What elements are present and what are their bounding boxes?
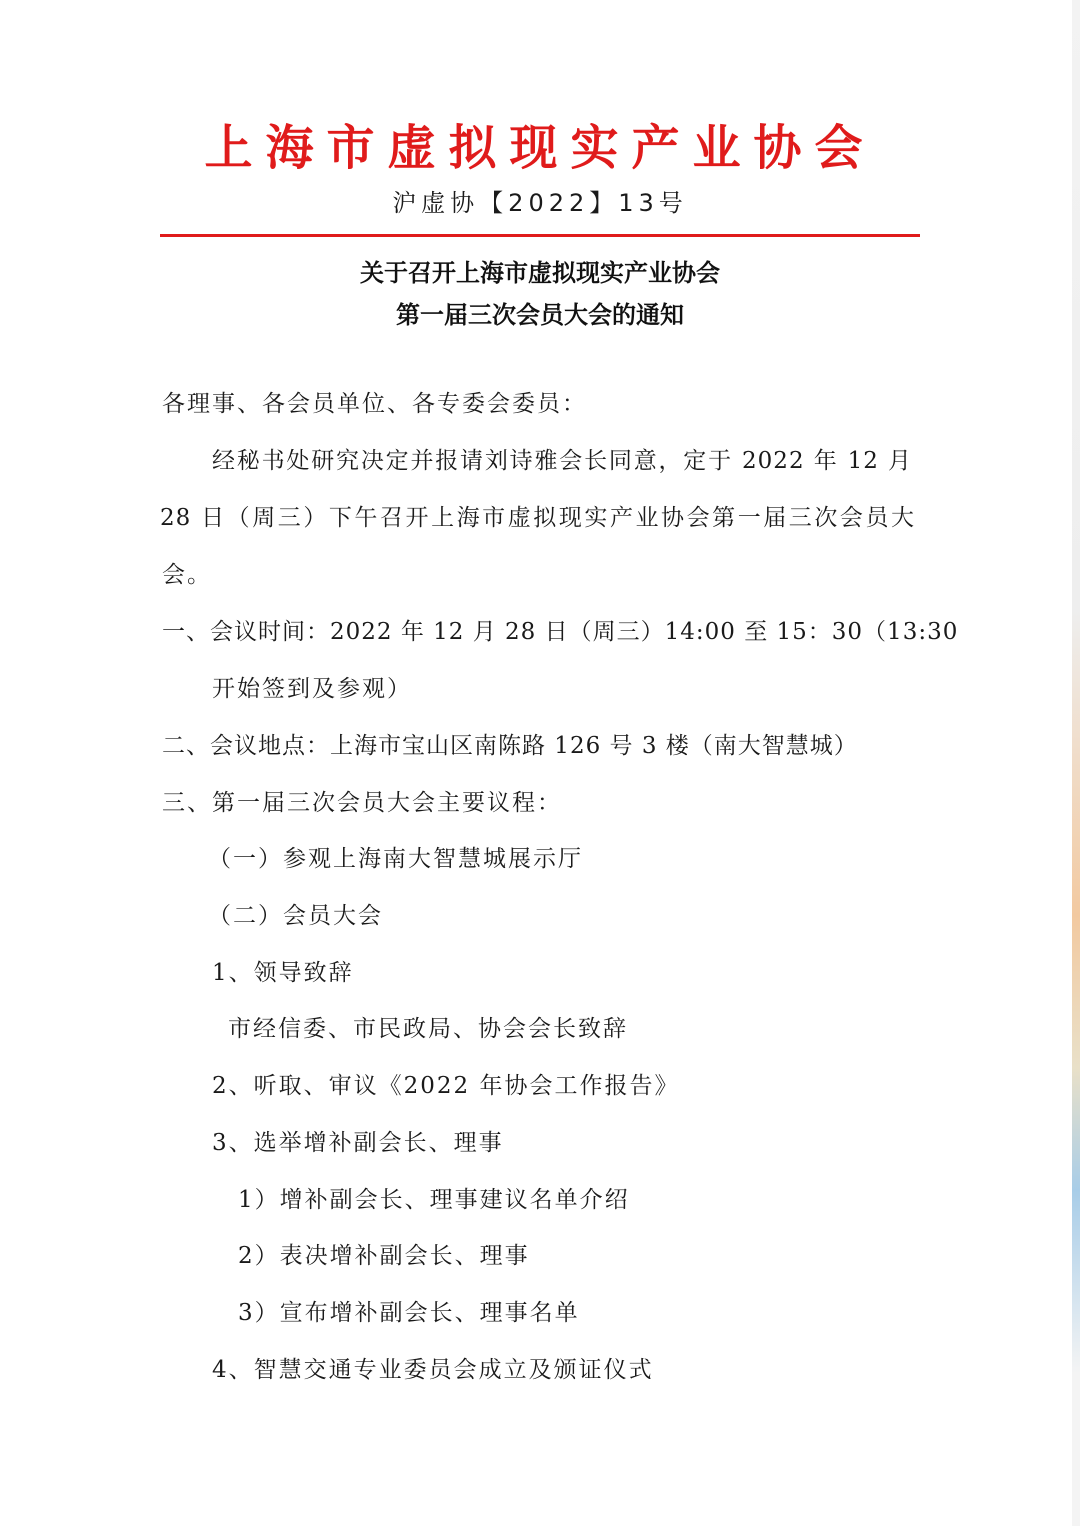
- agenda-step-3: 3、选举增补副会长、理事: [212, 1130, 504, 1156]
- scan-edge-strip: [1072, 0, 1080, 1526]
- agenda-part-2: （二）会员大会: [208, 903, 383, 929]
- agenda-step-3-sub-3: 3）宣布增补副会长、理事名单: [238, 1300, 580, 1326]
- notice-title-line-1: 关于召开上海市虚拟现实产业协会: [360, 259, 720, 287]
- notice-title-line-2: 第一届三次会员大会的通知: [396, 301, 684, 329]
- agenda-step-3-sub-2: 2）表决增补副会长、理事: [238, 1243, 530, 1269]
- intro-line-3: 会。: [162, 562, 212, 588]
- agenda-part-1: （一）参观上海南大智慧城展示厅: [208, 846, 583, 872]
- agenda-step-2: 2、听取、审议《2022 年协会工作报告》: [212, 1073, 680, 1099]
- intro-line-2: 28 日（周三）下午召开上海市虚拟现实产业协会第一届三次会员大: [160, 505, 915, 531]
- item-agenda-heading: 三、第一届三次会员大会主要议程：: [162, 790, 562, 816]
- red-divider-line: [160, 234, 920, 237]
- intro-line-1: 经秘书处研究决定并报请刘诗雅会长同意，定于 2022 年 12 月: [212, 448, 912, 474]
- item-meeting-location: 二、会议地点：上海市宝山区南陈路 126 号 3 楼（南大智慧城）: [162, 733, 858, 759]
- document-number: 沪虚协【2022】13号: [392, 189, 688, 217]
- agenda-step-1: 1、领导致辞: [212, 960, 354, 986]
- item-meeting-time-line-2: 开始签到及参观）: [212, 676, 412, 702]
- agenda-step-3-sub-1: 1）增补副会长、理事建议名单介绍: [238, 1187, 630, 1213]
- salutation: 各理事、各会员单位、各专委会委员：: [162, 391, 587, 417]
- organization-name: 上海市虚拟现实产业协会: [204, 120, 876, 176]
- item-meeting-time-line-1: 一、会议时间：2022 年 12 月 28 日（周三）14:00 至 15：30（13:30: [162, 619, 959, 645]
- agenda-step-4: 4、智慧交通专业委员会成立及颁证仪式: [212, 1357, 654, 1383]
- agenda-step-1-detail: 市经信委、市民政局、协会会长致辞: [228, 1016, 628, 1042]
